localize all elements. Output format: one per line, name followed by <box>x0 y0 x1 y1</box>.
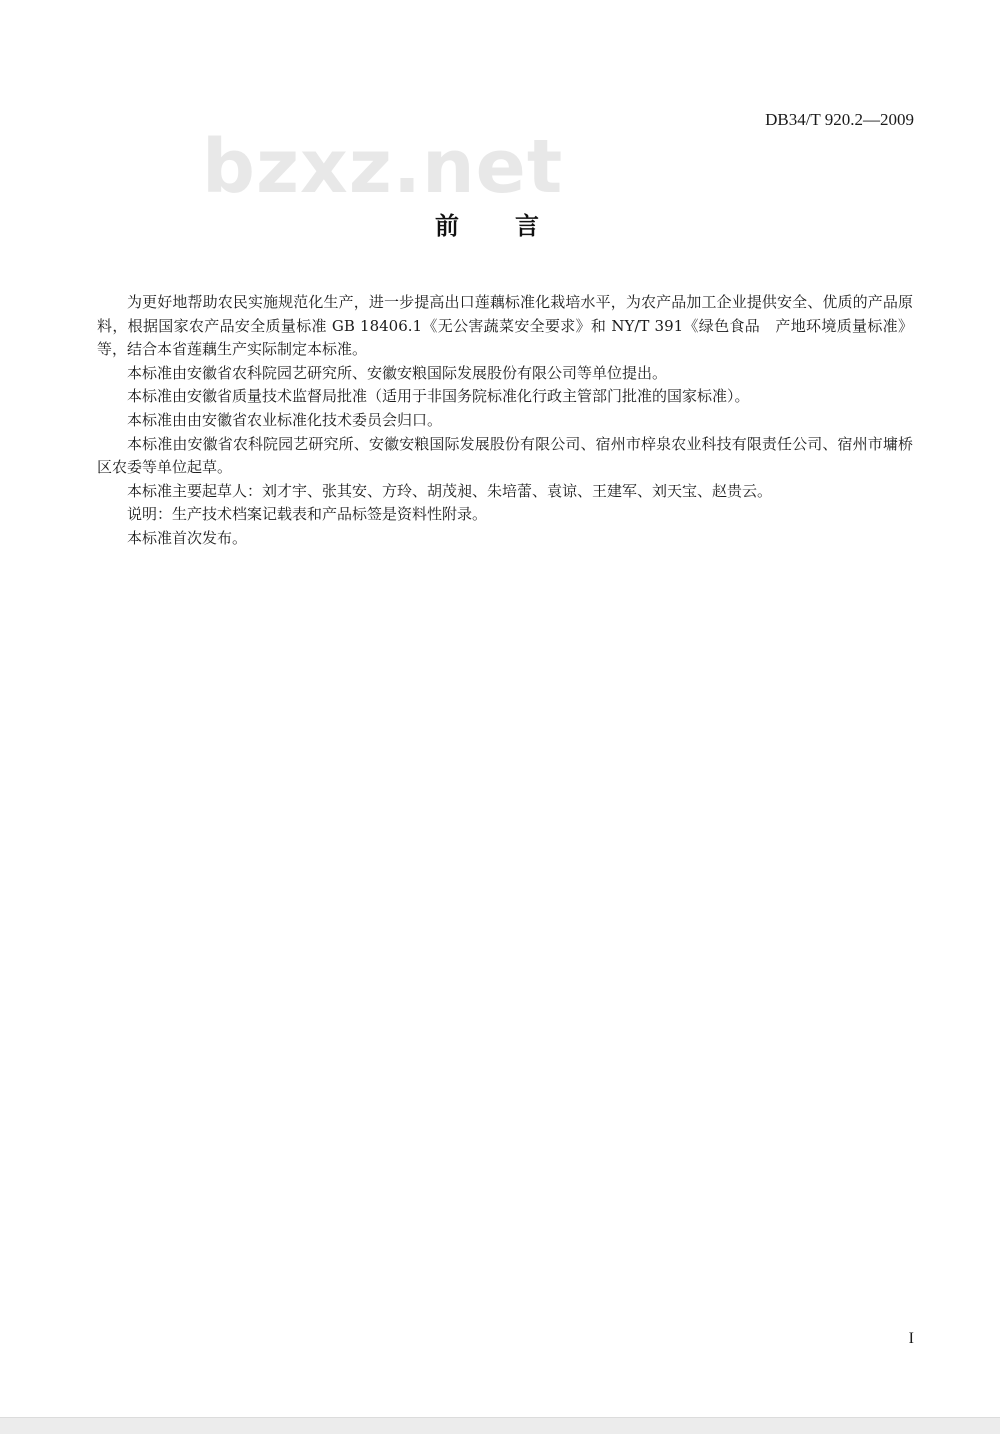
page-number: I <box>908 1330 914 1347</box>
watermark: bzxz.net <box>202 124 564 210</box>
paragraph: 本标准由安徽省质量技术监督局批准（适用于非国务院标准化行政主管部门批准的国家标准）。 <box>127 387 750 406</box>
paragraph: 本标准由安徽省农科院园艺研究所、安徽安粮国际发展股份有限公司、宿州市梓泉农业科技有限责任公司、宿州市墉桥区农委等单位起草。 <box>97 434 913 477</box>
paragraph: 本标准由安徽省农科院园艺研究所、安徽安粮国际发展股份有限公司等单位提出。 <box>127 363 668 382</box>
paragraph: 本标准首次发布。 <box>127 528 248 547</box>
page-title: 前言 <box>435 212 595 240</box>
paragraph: 说明：生产技术档案记载表和产品标签是资料性附录。 <box>127 505 488 524</box>
paragraph: 为更好地帮助农民实施规范化生产，进一步提高出口莲藕标准化栽培水平，为农产品加工企业提供安全、优质的产品原料，根据国家农产品安全质量标准 GB 18406.1《无公害蔬菜安全要求》和 NY/T 391《绿色食品 产地环境质量标准》等，结合本省莲藕生产实际制定本标准。 <box>97 293 913 359</box>
paragraph: 本标准主要起草人：刘才宇、张其安、方玲、胡茂昶、朱培蕾、袁谅、王建军、刘天宝、赵贵云。 <box>127 481 773 500</box>
viewer-bottom-bar <box>0 1417 1000 1434</box>
foreword-body <box>97 291 913 551</box>
standard-code: DB34/T 920.2—2009 <box>765 110 914 129</box>
paragraph: 本标准由由安徽省农业标准化技术委员会归口。 <box>127 410 443 429</box>
